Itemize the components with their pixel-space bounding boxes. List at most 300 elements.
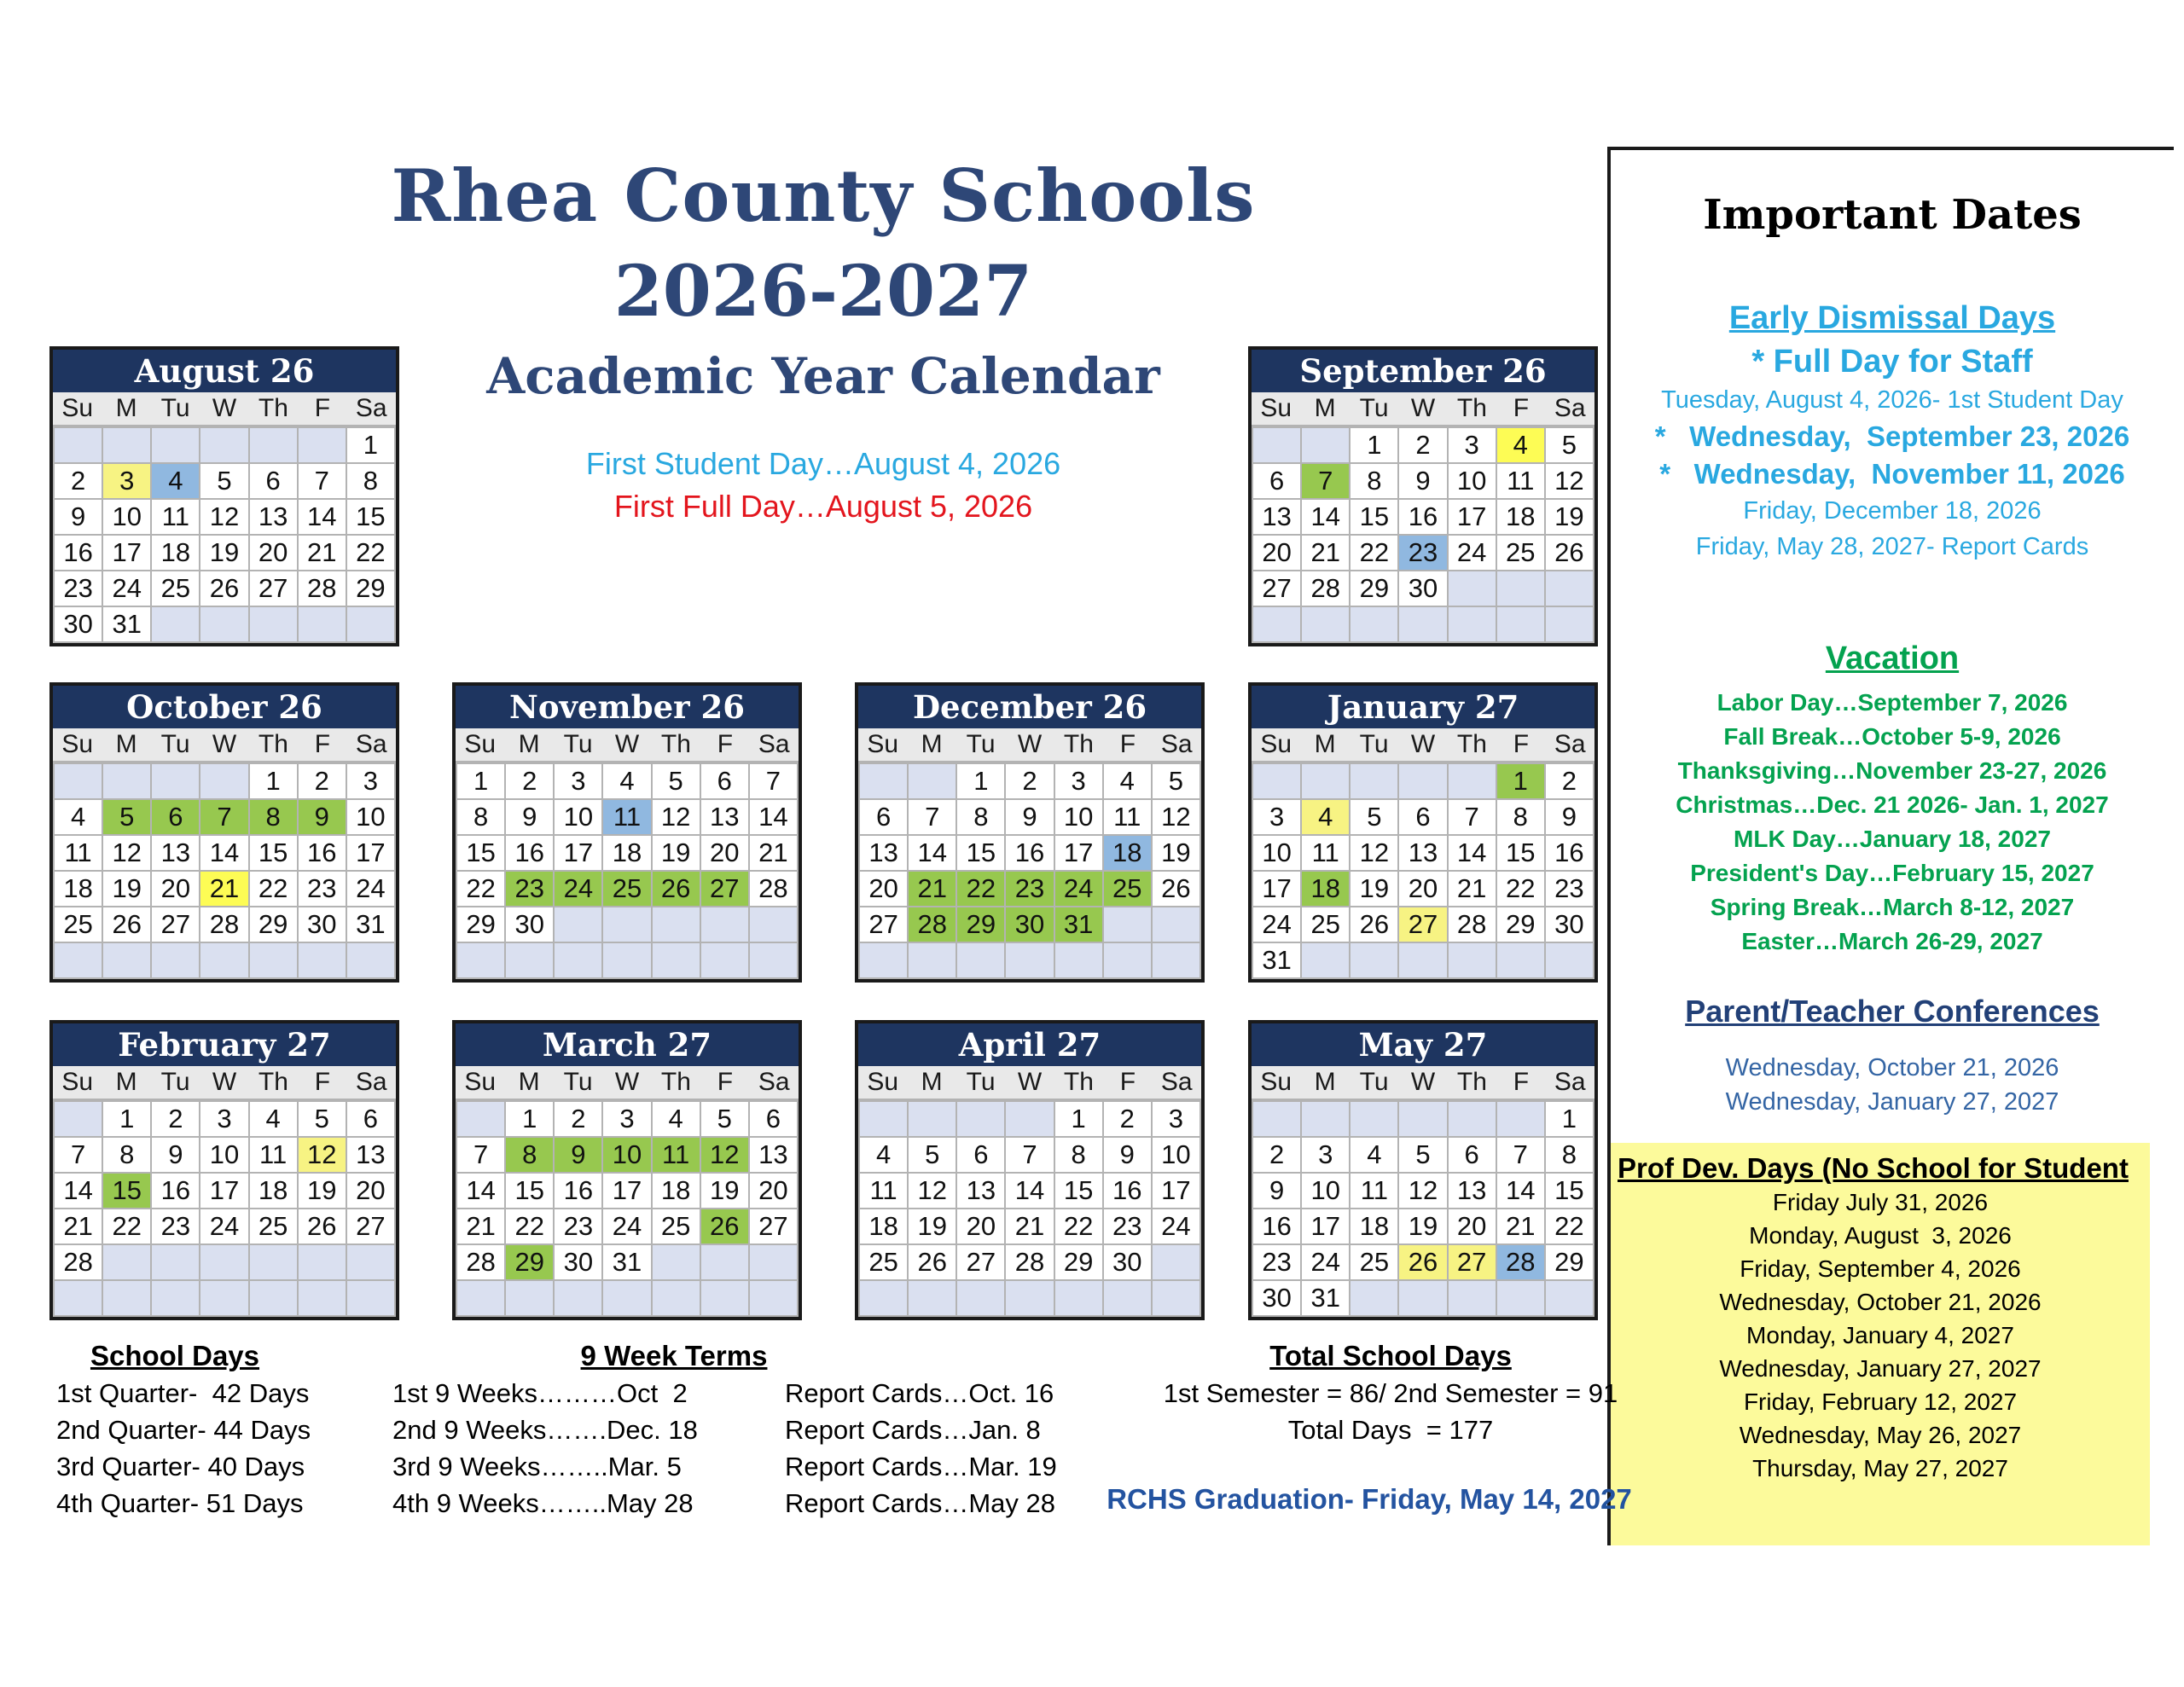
weekday-label: Th (258, 730, 288, 758)
empty-cell (200, 764, 247, 798)
empty-cell (1449, 764, 1496, 798)
weekday-label: Tu (563, 1068, 593, 1096)
day-cell: 8 (250, 800, 297, 834)
day-cell: 6 (957, 1138, 1004, 1172)
day-cell: 4 (653, 1102, 700, 1136)
day-cell: 23 (1253, 1245, 1300, 1279)
weekday-label: Sa (1160, 1068, 1193, 1096)
day-cell: 15 (347, 500, 394, 534)
weekday-label: Su (61, 730, 94, 758)
day-cell: 26 (299, 1209, 346, 1244)
empty-cell (1006, 943, 1053, 977)
month-title: May 27 (1252, 1023, 1594, 1066)
vacation-item: Christmas…Dec. 21 2026- Jan. 1, 2027 (1676, 791, 2109, 818)
day-cell: 12 (653, 800, 700, 834)
day-cell: 1 (1350, 428, 1397, 462)
early-dismissal-subheader: * Full Day for Staff (1751, 344, 2033, 380)
day-cell: 1 (457, 764, 504, 798)
empty-cell (1350, 943, 1397, 977)
empty-cell (909, 1102, 956, 1136)
day-cell: 19 (103, 872, 150, 906)
day-cell: 10 (1302, 1174, 1349, 1208)
empty-cell (152, 607, 199, 641)
day-cell: 7 (1449, 800, 1496, 834)
empty-cell (555, 943, 601, 977)
empty-cell (603, 907, 650, 942)
weekday-label: Sa (355, 394, 387, 422)
weekday-label: Tu (1359, 1068, 1389, 1096)
day-cell: 6 (701, 764, 748, 798)
empty-cell (103, 764, 150, 798)
day-cell: 19 (909, 1209, 956, 1244)
weekday-label: F (1119, 1068, 1136, 1096)
empty-cell (299, 1245, 346, 1279)
school-days-item: 1st Quarter- 42 Days (56, 1378, 310, 1408)
empty-cell (653, 907, 700, 942)
school-days-item: 2nd Quarter- 44 Days (56, 1415, 311, 1445)
weekday-label: Tu (1359, 394, 1389, 422)
total-days-line: Total Days = 177 (1287, 1415, 1494, 1445)
day-cell: 3 (1055, 764, 1102, 798)
day-cell: 16 (55, 536, 102, 570)
month-calendar-december (855, 682, 1205, 983)
day-cell: 29 (1055, 1245, 1102, 1279)
day-cell: 25 (1350, 1245, 1397, 1279)
day-cell: 28 (1449, 907, 1496, 942)
day-grid (456, 762, 799, 979)
day-cell: 5 (1350, 800, 1397, 834)
empty-cell (55, 764, 102, 798)
weekday-label: Th (660, 1068, 691, 1096)
vacation-item: Spring Break…March 8-12, 2027 (1710, 894, 2075, 920)
weekday-label: Su (1260, 394, 1292, 422)
day-cell: 26 (103, 907, 150, 942)
prof-dev-item: Wednesday, January 27, 2027 (1719, 1355, 2042, 1382)
day-cell: 3 (200, 1102, 247, 1136)
day-cell: 6 (860, 800, 907, 834)
day-cell: 18 (1302, 872, 1349, 906)
day-cell: 1 (1055, 1102, 1102, 1136)
day-cell: 6 (152, 800, 199, 834)
day-cell: 10 (555, 800, 601, 834)
early-dismissal-header: Early Dismissal Days (1728, 300, 2056, 336)
weekday-header-row (53, 728, 396, 762)
empty-cell (347, 1281, 394, 1315)
weekday-label: Tu (966, 730, 996, 758)
day-cell: 14 (1302, 500, 1349, 534)
day-cell: 11 (152, 500, 199, 534)
empty-cell (653, 943, 700, 977)
weekday-label: Th (258, 394, 288, 422)
early-dismissal-item: * Wednesday, November 11, 2026 (1659, 458, 2125, 490)
empty-cell (603, 1281, 650, 1315)
empty-cell (701, 943, 748, 977)
weekday-label: M (1314, 394, 1336, 422)
day-cell: 13 (750, 1138, 797, 1172)
empty-cell (1104, 943, 1151, 977)
day-cell: 31 (603, 1245, 650, 1279)
day-cell: 12 (1153, 800, 1199, 834)
weekday-label: F (314, 730, 331, 758)
month-title: February 27 (53, 1023, 396, 1066)
empty-cell (1302, 943, 1349, 977)
empty-cell (1399, 607, 1446, 641)
day-cell: 3 (1449, 428, 1496, 462)
day-cell: 9 (506, 800, 553, 834)
day-cell: 19 (1153, 836, 1199, 870)
day-cell: 8 (457, 800, 504, 834)
day-cell: 25 (250, 1209, 297, 1244)
day-cell: 24 (347, 872, 394, 906)
weekday-header-row (858, 728, 1201, 762)
school-days-list (34, 1375, 316, 1522)
empty-cell (200, 1245, 247, 1279)
day-cell: 2 (1253, 1138, 1300, 1172)
day-cell: 20 (347, 1174, 394, 1208)
day-cell: 17 (103, 536, 150, 570)
vacation-item: Labor Day…September 7, 2026 (1716, 689, 2068, 716)
day-grid (53, 1100, 396, 1317)
empty-cell (860, 943, 907, 977)
day-cell: 9 (555, 1138, 601, 1172)
day-cell: 18 (1104, 836, 1151, 870)
parent-teacher-conferences-header: Parent/Teacher Conferences (1685, 994, 2100, 1029)
day-cell: 2 (152, 1102, 199, 1136)
day-cell: 25 (1302, 907, 1349, 942)
empty-cell (200, 607, 247, 641)
empty-cell (1302, 428, 1349, 462)
total-school-days-block (1152, 1337, 1629, 1448)
day-cell: 27 (1253, 571, 1300, 606)
month-title: March 27 (456, 1023, 799, 1066)
weekday-label: F (1119, 730, 1136, 758)
empty-cell (1153, 943, 1199, 977)
day-cell: 11 (1104, 800, 1151, 834)
day-cell: 25 (152, 571, 199, 606)
empty-cell (909, 764, 956, 798)
empty-cell (55, 1102, 102, 1136)
empty-cell (1350, 1281, 1397, 1315)
month-title: October 26 (53, 686, 396, 728)
school-name-title: Rhea County Schools (391, 154, 1256, 238)
day-cell: 4 (860, 1138, 907, 1172)
day-cell: 27 (250, 571, 297, 606)
day-cell: 18 (152, 536, 199, 570)
day-cell: 23 (55, 571, 102, 606)
day-cell: 22 (957, 872, 1004, 906)
month-calendar-february (49, 1020, 399, 1320)
day-cell: 6 (1399, 800, 1446, 834)
day-cell: 17 (1449, 500, 1496, 534)
month-calendar-september (1248, 346, 1598, 646)
day-cell: 29 (250, 907, 297, 942)
day-cell: 16 (1104, 1174, 1151, 1208)
day-cell: 18 (55, 872, 102, 906)
empty-cell (1104, 1281, 1151, 1315)
weekday-label: Sa (355, 730, 387, 758)
day-cell: 19 (1399, 1209, 1446, 1244)
day-cell: 30 (299, 907, 346, 942)
day-cell: 7 (55, 1138, 102, 1172)
day-cell: 18 (1350, 1209, 1397, 1244)
empty-cell (1350, 1102, 1397, 1136)
empty-cell (1055, 943, 1102, 977)
day-cell: 20 (957, 1209, 1004, 1244)
empty-cell (750, 943, 797, 977)
day-cell: 22 (506, 1209, 553, 1244)
empty-cell (1449, 943, 1496, 977)
empty-cell (957, 943, 1004, 977)
day-cell: 1 (250, 764, 297, 798)
empty-cell (299, 1281, 346, 1315)
weekday-header-row (1252, 392, 1594, 426)
empty-cell (1006, 1281, 1053, 1315)
early-dismissal-item: Friday, December 18, 2026 (1743, 497, 2042, 525)
weekday-label: W (1410, 730, 1436, 758)
day-cell: 16 (506, 836, 553, 870)
day-cell: 24 (603, 1209, 650, 1244)
day-cell: 27 (750, 1209, 797, 1244)
report-card-item: Report Cards…May 28 (785, 1488, 1056, 1518)
day-cell: 26 (1399, 1245, 1446, 1279)
day-cell: 29 (506, 1245, 553, 1279)
nine-week-terms-list (392, 1375, 698, 1522)
weekday-label: F (1513, 394, 1530, 422)
empty-cell (1497, 571, 1544, 606)
empty-cell (860, 764, 907, 798)
weekday-header-row (456, 728, 799, 762)
day-cell: 19 (299, 1174, 346, 1208)
day-cell: 5 (299, 1102, 346, 1136)
day-cell: 2 (55, 464, 102, 498)
weekday-label: W (1410, 1068, 1436, 1096)
day-cell: 29 (1497, 907, 1544, 942)
day-cell: 19 (1546, 500, 1593, 534)
weekday-label: M (115, 394, 137, 422)
day-grid (456, 1100, 799, 1317)
weekday-label: Th (660, 730, 691, 758)
total-school-days-title: Total School Days (1269, 1340, 1512, 1371)
empty-cell (250, 1245, 297, 1279)
empty-cell (701, 1245, 748, 1279)
day-cell: 19 (653, 836, 700, 870)
day-cell: 23 (1104, 1209, 1151, 1244)
day-cell: 7 (1497, 1138, 1544, 1172)
weekday-label: Th (1456, 730, 1487, 758)
day-cell: 27 (860, 907, 907, 942)
day-cell: 23 (555, 1209, 601, 1244)
empty-cell (1399, 764, 1446, 798)
day-cell: 12 (1546, 464, 1593, 498)
month-title: August 26 (53, 350, 396, 392)
month-title: November 26 (456, 686, 799, 728)
day-cell: 15 (457, 836, 504, 870)
weekday-label: M (921, 730, 943, 758)
day-cell: 30 (1546, 907, 1593, 942)
day-cell: 21 (457, 1209, 504, 1244)
day-cell: 10 (103, 500, 150, 534)
day-cell: 13 (152, 836, 199, 870)
weekday-label: Th (258, 1068, 288, 1096)
day-cell: 18 (603, 836, 650, 870)
day-cell: 11 (653, 1138, 700, 1172)
empty-cell (1497, 607, 1544, 641)
empty-cell (1449, 1281, 1496, 1315)
day-cell: 4 (603, 764, 650, 798)
day-cell: 14 (1006, 1174, 1053, 1208)
day-cell: 24 (1449, 536, 1496, 570)
weekday-label: F (1513, 1068, 1530, 1096)
day-cell: 26 (1153, 872, 1199, 906)
day-cell: 13 (347, 1138, 394, 1172)
day-cell: 26 (1350, 907, 1397, 942)
day-cell: 2 (1006, 764, 1053, 798)
prof-dev-item: Wednesday, May 26, 2027 (1739, 1422, 2022, 1448)
day-cell: 25 (55, 907, 102, 942)
day-cell: 4 (1350, 1138, 1397, 1172)
day-cell: 11 (250, 1138, 297, 1172)
weekday-header-row (456, 1066, 799, 1100)
day-cell: 17 (1153, 1174, 1199, 1208)
empty-cell (457, 943, 504, 977)
day-cell: 8 (103, 1138, 150, 1172)
empty-cell (1546, 1281, 1593, 1315)
month-calendar-january (1248, 682, 1598, 983)
early-dismissal-list (1611, 382, 2174, 565)
day-cell: 30 (1104, 1245, 1151, 1279)
day-cell: 24 (1153, 1209, 1199, 1244)
title-block (358, 154, 1288, 525)
day-cell: 23 (1546, 872, 1593, 906)
day-cell: 24 (103, 571, 150, 606)
school-days-item: 3rd Quarter- 40 Days (56, 1452, 305, 1481)
weekday-label: Sa (1554, 730, 1586, 758)
empty-cell (1449, 607, 1496, 641)
school-year-title: 2026-2027 (613, 251, 1033, 333)
day-cell: 2 (555, 1102, 601, 1136)
day-cell: 17 (1302, 1209, 1349, 1244)
day-cell: 10 (1055, 800, 1102, 834)
day-cell: 30 (1399, 571, 1446, 606)
day-cell: 16 (1546, 836, 1593, 870)
day-cell: 27 (701, 872, 748, 906)
day-cell: 9 (1253, 1174, 1300, 1208)
day-cell: 8 (1497, 800, 1544, 834)
month-title: September 26 (1252, 350, 1594, 392)
day-cell: 12 (1350, 836, 1397, 870)
first-full-day-note: First Full Day…August 5, 2026 (613, 489, 1033, 524)
day-cell: 22 (457, 872, 504, 906)
weekday-header-row (1252, 1066, 1594, 1100)
day-cell: 5 (1153, 764, 1199, 798)
day-cell: 6 (250, 464, 297, 498)
day-cell: 15 (957, 836, 1004, 870)
day-cell: 21 (1302, 536, 1349, 570)
day-cell: 16 (1253, 1209, 1300, 1244)
empty-cell (860, 1102, 907, 1136)
weekday-label: M (1314, 1068, 1336, 1096)
day-cell: 2 (506, 764, 553, 798)
day-cell: 28 (1497, 1245, 1544, 1279)
empty-cell (653, 1245, 700, 1279)
empty-cell (299, 607, 346, 641)
day-cell: 28 (1302, 571, 1349, 606)
day-cell: 21 (750, 836, 797, 870)
month-calendar-october (49, 682, 399, 983)
month-calendar-august (49, 346, 399, 646)
day-cell: 20 (250, 536, 297, 570)
day-cell: 31 (1302, 1281, 1349, 1315)
weekday-label: Sa (1554, 1068, 1586, 1096)
vacation-item: Thanksgiving…November 23-27, 2026 (1677, 757, 2107, 784)
day-cell: 19 (701, 1174, 748, 1208)
day-cell: 28 (299, 571, 346, 606)
day-cell: 17 (555, 836, 601, 870)
weekday-header-row (1252, 728, 1594, 762)
day-cell: 13 (957, 1174, 1004, 1208)
weekday-label: Su (61, 1068, 94, 1096)
prof-dev-item: Friday, September 4, 2026 (1740, 1255, 2021, 1282)
day-cell: 7 (1302, 464, 1349, 498)
weekday-label: F (314, 394, 331, 422)
day-cell: 24 (1302, 1245, 1349, 1279)
empty-cell (55, 943, 102, 977)
day-cell: 31 (103, 607, 150, 641)
day-cell: 23 (1399, 536, 1446, 570)
empty-cell (909, 1281, 956, 1315)
empty-cell (1302, 607, 1349, 641)
day-cell: 16 (152, 1174, 199, 1208)
day-cell: 5 (103, 800, 150, 834)
day-cell: 31 (347, 907, 394, 942)
empty-cell (603, 943, 650, 977)
day-cell: 9 (55, 500, 102, 534)
month-title: December 26 (858, 686, 1201, 728)
vacation-list (1611, 686, 2174, 959)
early-dismissal-item: Tuesday, August 4, 2026- 1st Student Day (1661, 386, 2123, 414)
weekday-label: Tu (160, 394, 190, 422)
day-cell: 12 (103, 836, 150, 870)
day-cell: 5 (909, 1138, 956, 1172)
day-cell: 13 (250, 500, 297, 534)
day-cell: 28 (457, 1245, 504, 1279)
day-cell: 15 (1497, 836, 1544, 870)
day-cell: 13 (1399, 836, 1446, 870)
day-cell: 1 (103, 1102, 150, 1136)
day-cell: 22 (1497, 872, 1544, 906)
day-cell: 21 (299, 536, 346, 570)
day-cell: 19 (1350, 872, 1397, 906)
day-cell: 15 (250, 836, 297, 870)
day-cell: 26 (909, 1245, 956, 1279)
weekday-label: M (921, 1068, 943, 1096)
day-cell: 28 (55, 1245, 102, 1279)
day-cell: 13 (1253, 500, 1300, 534)
empty-cell (750, 1281, 797, 1315)
day-cell: 22 (1055, 1209, 1102, 1244)
day-cell: 28 (750, 872, 797, 906)
day-cell: 27 (1399, 907, 1446, 942)
empty-cell (909, 943, 956, 977)
weekday-label: W (212, 394, 237, 422)
empty-cell (200, 943, 247, 977)
day-cell: 13 (860, 836, 907, 870)
day-cell: 21 (909, 872, 956, 906)
day-cell: 24 (555, 872, 601, 906)
weekday-label: Sa (758, 1068, 790, 1096)
day-cell: 1 (957, 764, 1004, 798)
month-calendar-november (452, 682, 802, 983)
